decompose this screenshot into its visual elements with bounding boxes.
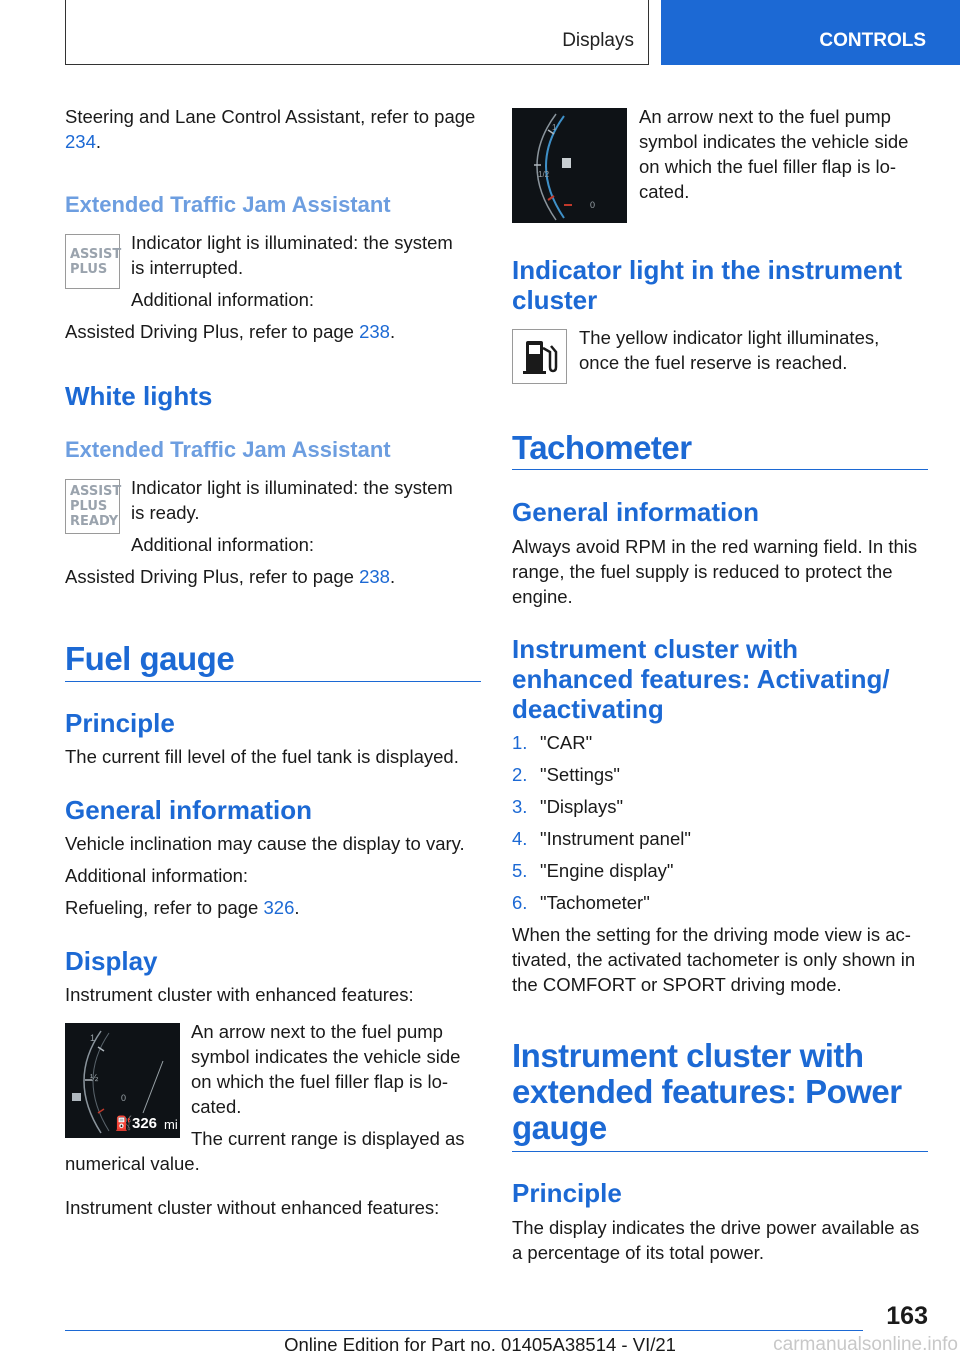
etja2-line1: Indicator light is illuminated: the system — [131, 477, 453, 498]
fuel-gauge-standard-image: 1 1/2 0 — [512, 108, 627, 223]
etja1-additional: Additional information: — [131, 289, 315, 310]
page-number: 163 — [886, 1302, 928, 1330]
general-info-text: Vehicle inclination may cause the display to vary. — [65, 833, 465, 854]
step-item: 3. "Displays" — [512, 796, 624, 817]
chapter-title: CONTROLS — [819, 30, 926, 51]
assist-plus-ready-icon: ASSIST PLUS READY — [65, 479, 120, 534]
watermark: carmanualsonline.info — [773, 1334, 958, 1355]
etja-heading-1: Extended Traffic Jam Assistant — [65, 192, 391, 217]
tach-general-line1: Always avoid RPM in the red warning field. In this — [512, 536, 918, 557]
display-text: Instrument cluster with enhanced features: — [65, 984, 414, 1005]
arrow-text-r3: on which the fuel filler flap is lo- — [639, 156, 897, 177]
ic-enhanced-heading-2: enhanced features: Activating/ — [512, 664, 890, 694]
page-link[interactable]: 238 — [359, 321, 390, 342]
tach-general-line3: engine. — [512, 586, 573, 607]
power-principle-line1: The display indicates the drive power available as — [512, 1217, 920, 1238]
section-rule — [512, 1151, 928, 1152]
etja1-ref: Assisted Driving Plus, refer to page 238. — [65, 321, 396, 342]
tach-general-heading: General information — [512, 497, 760, 527]
section-rule — [65, 681, 481, 682]
general-info-heading: General information — [65, 795, 313, 825]
principle-heading: Principle — [65, 708, 175, 738]
power-gauge-heading-1: Instrument cluster with — [512, 1037, 864, 1074]
arrow-text-1: An arrow next to the fuel pump — [191, 1021, 443, 1042]
ic-enhanced-heading-3: deactivating — [512, 694, 664, 724]
range-text-2: numerical value. — [65, 1153, 200, 1174]
fuel-gauge-enhanced-image: 1 ½ 0 ⛽ 326 mi — [65, 1023, 180, 1138]
arrow-text-3: on which the fuel filler flap is lo- — [191, 1071, 449, 1092]
fuel-gauge-heading: Fuel gauge — [65, 640, 235, 677]
ic-note-2: tivated, the activated tachometer is only shown in — [512, 949, 916, 970]
header-chapter-box — [661, 0, 960, 65]
fuel-pump-icon — [512, 329, 567, 384]
arrow-text-r4: cated. — [639, 181, 690, 202]
power-principle-line2: a percentage of its total power. — [512, 1242, 764, 1263]
etja2-line2: is ready. — [131, 502, 200, 523]
footer-rule — [65, 1330, 863, 1331]
indicator-line2: once the fuel reserve is reached. — [579, 352, 848, 373]
without-enhanced-text: Instrument cluster without enhanced features: — [65, 1197, 440, 1218]
page-link[interactable]: 234 — [65, 131, 96, 152]
step-item: 4. "Instrument panel" — [512, 828, 691, 849]
arrow-text-2: symbol indicates the vehicle side — [191, 1046, 461, 1067]
intro-text: Steering and Lane Control Assistant, refer to page 234. — [65, 106, 476, 152]
step-item: 5. "Engine display" — [512, 860, 674, 881]
etja1-line2: is interrupted. — [131, 257, 244, 278]
etja2-additional: Additional information: — [131, 534, 315, 555]
etja-heading-2: Extended Traffic Jam Assistant — [65, 437, 391, 462]
display-heading: Display — [65, 946, 158, 976]
tach-general-line2: range, the fuel supply is reduced to protect the — [512, 561, 893, 582]
step-item: 2. "Settings" — [512, 764, 620, 785]
header-section-box — [65, 0, 649, 65]
etja1-line1: Indicator light is illuminated: the system — [131, 232, 453, 253]
tachometer-heading: Tachometer — [512, 429, 692, 466]
edition-text: Online Edition for Part no. 01405A38514 - VI/21 — [284, 1334, 676, 1355]
step-item: 6. "Tachometer" — [512, 892, 650, 913]
principle-text: The current fill level of the fuel tank is displayed. — [65, 746, 459, 767]
etja2-ref: Assisted Driving Plus, refer to page 238. — [65, 566, 396, 587]
ic-note-3: the COMFORT or SPORT driving mode. — [512, 974, 842, 995]
refueling-ref: Refueling, refer to page 326. — [65, 897, 300, 918]
arrow-text-r1: An arrow next to the fuel pump — [639, 106, 891, 127]
page-link[interactable]: 238 — [359, 566, 390, 587]
range-text-1: The current range is displayed as — [191, 1128, 465, 1149]
ic-enhanced-heading-1: Instrument cluster with — [512, 634, 799, 664]
step-item: 1. "CAR" — [512, 732, 593, 753]
section-rule — [512, 469, 928, 470]
indicator-heading-2: cluster — [512, 285, 598, 315]
arrow-text-r2: symbol indicates the vehicle side — [639, 131, 909, 152]
assist-plus-icon: ASSIST PLUS — [65, 234, 120, 289]
range-icon: ⛽ — [115, 1115, 133, 1131]
white-lights-heading: White lights — [65, 381, 213, 411]
indicator-line1: The yellow indicator light illuminates, — [579, 327, 880, 348]
general-additional: Additional information: — [65, 865, 249, 886]
ic-note-1: When the setting for the driving mode view is ac- — [512, 924, 911, 945]
power-gauge-heading-2: extended features: Power — [512, 1073, 902, 1110]
power-principle-heading: Principle — [512, 1178, 622, 1208]
arrow-text-4: cated. — [191, 1096, 242, 1117]
indicator-heading-1: Indicator light in the instrument — [512, 255, 902, 285]
power-gauge-heading-3: gauge — [512, 1109, 607, 1146]
section-title: Displays — [562, 30, 634, 51]
page-link[interactable]: 326 — [263, 897, 295, 918]
